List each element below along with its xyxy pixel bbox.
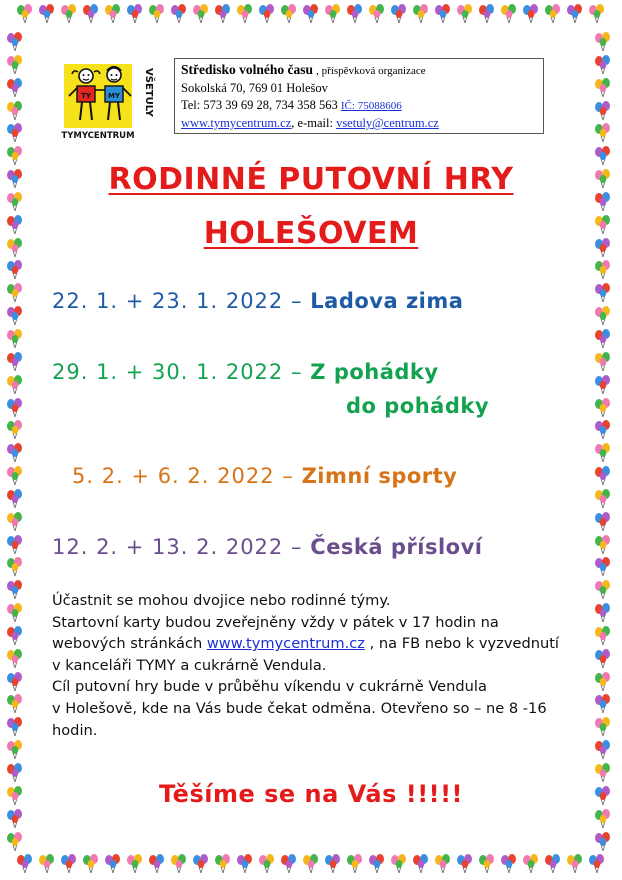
balloon-icon — [234, 2, 256, 24]
paragraph-line: Startovní karty budou zveřejněny vždy v pátek v 17 hodin na — [52, 613, 499, 631]
logo-bottom-text: TYMYCENTRUM — [61, 131, 135, 141]
event-z-pohadky-line-2: do pohádky — [346, 394, 490, 418]
paragraph-line: Cíl putovní hry bude v průběhu víkendu v cukrárně Vendula — [52, 678, 487, 696]
balloon-icon — [36, 2, 58, 24]
event-date: 29. 1. + 30. 1. 2022 – — [52, 360, 303, 384]
balloon-icon — [432, 852, 454, 874]
balloon-icon — [4, 30, 26, 52]
page-title-line-1: RODINNÉ PUTOVNÍ HRY — [108, 162, 514, 197]
balloon-icon — [592, 418, 614, 440]
balloon-icon — [4, 533, 26, 555]
logo-side-text: VŠETULY — [143, 68, 154, 117]
balloon-icon — [498, 852, 520, 874]
event-name: Z pohádky — [310, 360, 439, 384]
balloon-icon — [4, 281, 26, 303]
balloon-icon — [256, 2, 278, 24]
balloon-icon — [592, 555, 614, 577]
balloon-icon — [146, 852, 168, 874]
org-type: , příspěvková organizace — [316, 65, 426, 77]
phone: Tel: 573 39 69 28, 734 358 563 — [181, 98, 338, 112]
balloon-icon — [592, 441, 614, 463]
balloon-icon — [278, 852, 300, 874]
balloon-icon — [4, 53, 26, 75]
balloon-icon — [592, 258, 614, 280]
event-ladova-zima — [52, 289, 463, 313]
balloon-icon — [4, 670, 26, 692]
balloon-icon — [4, 464, 26, 486]
balloon-icon — [4, 624, 26, 646]
balloon-icon — [124, 2, 146, 24]
balloon-icon — [190, 852, 212, 874]
balloon-icon — [592, 510, 614, 532]
balloon-icon — [476, 852, 498, 874]
event-name: Zimní sporty — [301, 464, 458, 488]
balloon-icon — [146, 2, 168, 24]
ico-link[interactable]: IČ: 75088606 — [340, 100, 402, 112]
balloon-icon — [4, 830, 26, 852]
event-ceska-prislovi — [52, 535, 482, 559]
website-link-inline[interactable]: www.tymycentrum.cz — [206, 635, 365, 653]
paragraph-line — [52, 633, 582, 655]
balloon-icon — [36, 852, 58, 874]
paragraph-text: webových stránkách — [52, 635, 207, 653]
balloon-icon — [212, 2, 234, 24]
balloon-icon — [4, 373, 26, 395]
balloon-icon — [564, 2, 586, 24]
balloon-icon — [102, 2, 124, 24]
balloon-icon — [592, 350, 614, 372]
balloon-icon — [592, 738, 614, 760]
event-name: Česká přísloví — [310, 535, 483, 559]
balloon-icon — [4, 441, 26, 463]
balloon-icon — [4, 578, 26, 600]
page-title-line-2: HOLEŠOVEM — [203, 216, 419, 251]
event-date: 5. 2. + 6. 2. 2022 – — [72, 464, 294, 488]
event-name: Ladova zima — [310, 289, 464, 313]
balloon-icon — [366, 2, 388, 24]
balloon-icon — [4, 510, 26, 532]
email-label: , e-mail: — [291, 116, 333, 130]
balloon-icon — [190, 2, 212, 24]
balloon-icon — [14, 852, 36, 874]
balloon-icon — [4, 807, 26, 829]
paragraph-line: v kanceláři TYMY a cukrárně Vendula. — [52, 656, 327, 674]
balloon-icon — [4, 715, 26, 737]
balloon-icon — [4, 487, 26, 509]
balloon-icon — [592, 373, 614, 395]
balloon-icon — [4, 601, 26, 623]
balloon-icon — [322, 852, 344, 874]
balloon-icon — [592, 647, 614, 669]
balloon-icon — [4, 121, 26, 143]
balloon-icon — [586, 2, 608, 24]
balloon-icon — [80, 852, 102, 874]
event-zimni-sporty — [72, 464, 457, 488]
event-date: 12. 2. + 13. 2. 2022 – — [52, 535, 303, 559]
balloon-icon — [14, 2, 36, 24]
contact-line — [181, 97, 537, 115]
paragraph-line: Účastnit se mohou dvojice nebo rodinné týmy. — [52, 592, 391, 609]
org-name-line — [181, 61, 537, 80]
balloon-icon — [80, 2, 102, 24]
logo-tag-ty: TY — [81, 92, 91, 100]
balloon-icon — [4, 76, 26, 98]
organization-info-box — [174, 58, 544, 134]
balloon-icon — [592, 76, 614, 98]
balloon-icon — [300, 2, 322, 24]
balloon-icon — [592, 692, 614, 714]
balloon-icon — [234, 852, 256, 874]
balloon-icon — [592, 396, 614, 418]
balloon-icon — [322, 2, 344, 24]
balloon-border-right — [592, 30, 618, 852]
balloon-icon — [592, 601, 614, 623]
balloon-icon — [592, 99, 614, 121]
balloon-icon — [4, 692, 26, 714]
balloon-border-bottom — [14, 852, 608, 878]
balloon-icon — [520, 2, 542, 24]
balloon-icon — [592, 304, 614, 326]
balloon-icon — [592, 830, 614, 852]
balloon-icon — [4, 99, 26, 121]
address: Sokolská 70, 769 01 Holešov — [181, 81, 328, 95]
balloon-icon — [410, 852, 432, 874]
balloon-icon — [592, 807, 614, 829]
balloon-icon — [4, 327, 26, 349]
balloon-icon — [592, 487, 614, 509]
balloon-icon — [542, 852, 564, 874]
balloon-icon — [344, 2, 366, 24]
balloon-icon — [454, 852, 476, 874]
balloon-icon — [592, 281, 614, 303]
balloon-icon — [256, 852, 278, 874]
closing-greeting: Těšíme se na Vás !!!!! — [159, 780, 463, 808]
balloon-icon — [4, 647, 26, 669]
balloon-icon — [592, 670, 614, 692]
balloon-icon — [58, 852, 80, 874]
balloon-icon — [592, 578, 614, 600]
balloon-icon — [4, 418, 26, 440]
balloon-icon — [592, 121, 614, 143]
balloon-icon — [4, 738, 26, 760]
balloon-icon — [344, 852, 366, 874]
balloon-icon — [124, 852, 146, 874]
balloon-icon — [366, 852, 388, 874]
balloon-icon — [212, 852, 234, 874]
balloon-icon — [454, 2, 476, 24]
balloon-border-left — [4, 30, 30, 852]
logo-tag-my: MY — [107, 92, 121, 100]
balloon-icon — [564, 852, 586, 874]
event-z-pohadky — [52, 360, 439, 384]
balloon-icon — [592, 53, 614, 75]
balloon-icon — [592, 624, 614, 646]
balloon-icon — [520, 852, 542, 874]
balloon-icon — [4, 350, 26, 372]
balloon-icon — [592, 533, 614, 555]
web-line — [181, 115, 537, 132]
website-link[interactable]: www.tymycentrum.cz — [181, 116, 292, 130]
balloon-icon — [410, 2, 432, 24]
org-name: Středisko volného času — [181, 62, 314, 77]
balloon-icon — [592, 715, 614, 737]
event-date: 22. 1. + 23. 1. 2022 – — [52, 289, 303, 313]
paragraph-line: v Holešově, kde na Vás bude čekat odměna. Otevřeno so – ne 8 -16 — [52, 699, 547, 717]
balloon-icon — [4, 555, 26, 577]
balloon-border-top — [14, 2, 608, 28]
balloon-icon — [592, 464, 614, 486]
balloon-icon — [102, 852, 124, 874]
balloon-icon — [432, 2, 454, 24]
balloon-icon — [300, 852, 322, 874]
balloon-icon — [58, 2, 80, 24]
email-link[interactable]: vsetuly@centrum.cz — [336, 116, 439, 130]
balloon-icon — [4, 396, 26, 418]
balloon-icon — [4, 304, 26, 326]
balloon-icon — [586, 852, 608, 874]
paragraph-text: , na FB nebo k vyzvednutí — [364, 635, 559, 653]
balloon-icon — [4, 258, 26, 280]
info-paragraph — [52, 590, 582, 741]
balloon-icon — [388, 2, 410, 24]
balloon-icon — [592, 30, 614, 52]
balloon-icon — [168, 2, 190, 24]
balloon-icon — [592, 327, 614, 349]
tymycentrum-logo — [60, 60, 160, 142]
balloon-icon — [476, 2, 498, 24]
balloon-icon — [542, 2, 564, 24]
balloon-icon — [278, 2, 300, 24]
balloon-icon — [498, 2, 520, 24]
balloon-icon — [388, 852, 410, 874]
balloon-icon — [168, 852, 190, 874]
paragraph-line: hodin. — [52, 721, 98, 739]
